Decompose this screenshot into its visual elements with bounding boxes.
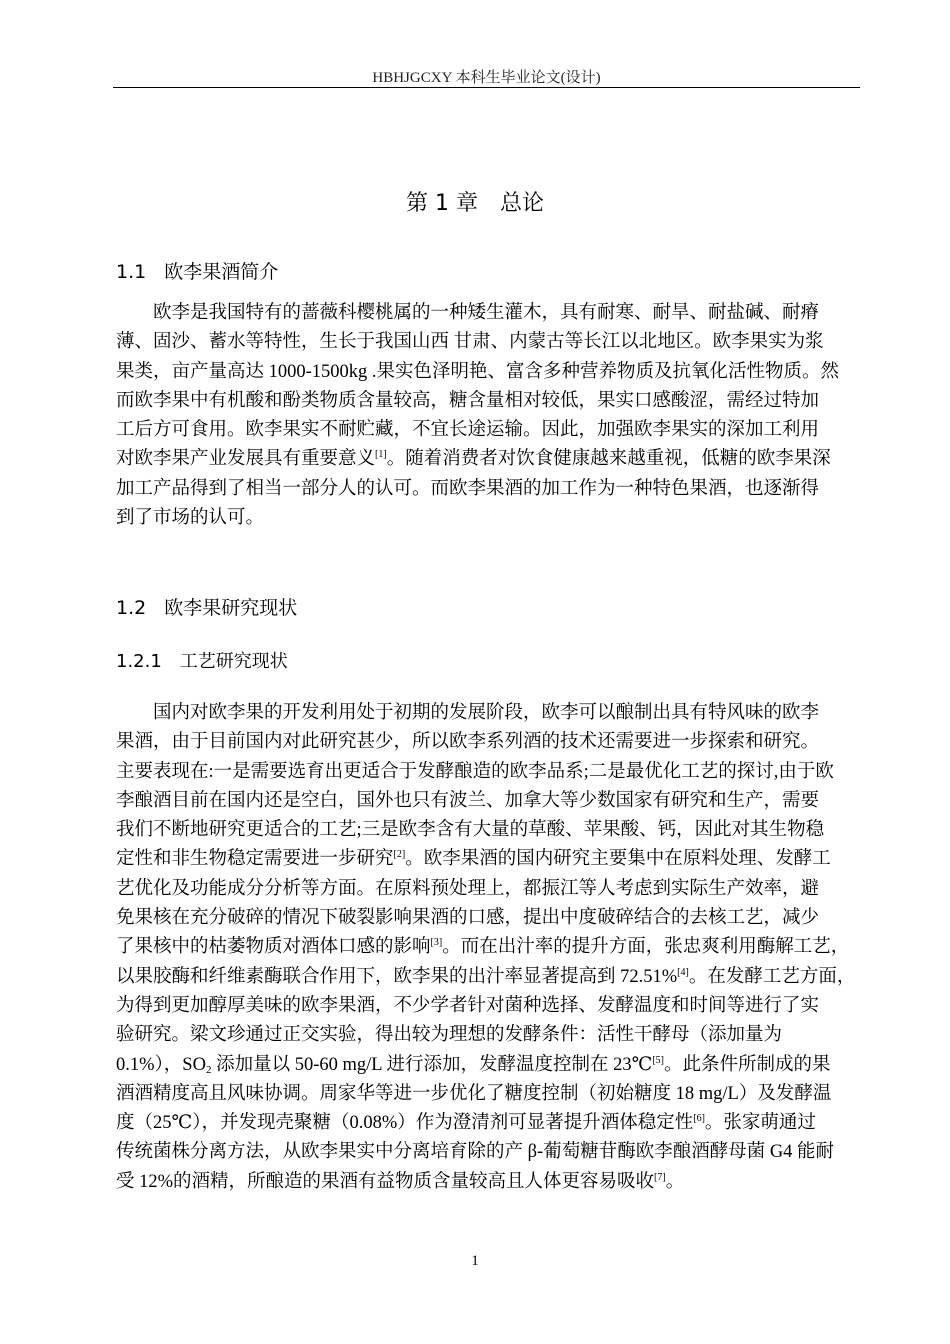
text-run: 工后方可食用。欧李果实不耐贮藏，不宜长途运输。因此，加强欧李果实的深加工利用: [116, 420, 820, 441]
text-line: [116, 1138, 860, 1167]
text-run: 传统菌株分离方法，从欧李果实中分离培育除的产 β-葡萄糖苷酶欧李酿酒酵母菌 G4 能耐: [116, 1142, 835, 1163]
paragraph-process-research: [116, 699, 860, 1197]
text-run: 果类，亩产量高达 1000-1500kg .果实色泽明艳、富含多种营养物质及抗氧化活性物质。然: [116, 361, 840, 382]
text-run: 验研究。梁文珍通过正交实验，得出较为理想的发酵条件：活性干酵母（添加量为: [116, 1025, 783, 1046]
citation-superscript: [5]: [652, 1054, 664, 1066]
text-run: 。张家萌通过: [704, 1113, 816, 1134]
text-run: 加工产品得到了相当一部分人的认可。而欧李果酒的加工作为一种特色果酒，也逐渐得: [116, 478, 820, 499]
text-line: [116, 728, 860, 757]
text-run: 我们不断地研究更适合的工艺;三是欧李含有大量的草酸、苹果酸、钙，因此对其生物稳: [116, 820, 825, 841]
text-line: [116, 1080, 860, 1109]
citation-superscript: [3]: [430, 937, 443, 949]
text-run: 果酒，由于目前国内对此研究甚少，所以欧李系列酒的技术还需要进一步探索和研究。: [116, 732, 820, 753]
citation-superscript: [1]: [375, 449, 387, 461]
text-line: [116, 445, 860, 474]
text-run: 到了市场的认可。: [116, 508, 265, 529]
text-line: [116, 992, 860, 1021]
text-line: [116, 875, 860, 904]
text-run: 酒酒精度高且风味协调。周家华等进一步优化了糖度控制（初始糖度 18 mg/L）及发酵温: [116, 1083, 832, 1104]
text-run: 。而在出汁率的提升方面，张忠爽利用酶解工艺，: [442, 937, 850, 958]
header-rule: [113, 87, 860, 88]
text-line: [116, 1168, 860, 1197]
page-number: 1: [471, 1253, 479, 1269]
text-line: [116, 504, 860, 533]
text-run: 以果胶酶和纤维素酶联合作用下，欧李果的出汁率显著提高到 72.51%: [116, 966, 678, 987]
text-run: 受 12%的酒精，所酿造的果酒有益物质含量较高且人体更容易吸收: [116, 1171, 655, 1192]
section-title: 欧李果酒简介: [164, 261, 279, 283]
text-run: 国内对欧李果的开发利用处于初期的发展阶段，欧李可以酿制出具有特风味的欧李: [116, 703, 820, 723]
text-run: 。: [665, 1171, 685, 1192]
text-run: 薄、固沙、蓄水等特性，生长于我国山西 甘肃、内蒙古等长江以北地区。欧李果实为浆: [116, 332, 824, 353]
text-run: 。此条件所制成的果: [664, 1054, 831, 1075]
text-line: [116, 816, 860, 845]
text-line: [116, 387, 860, 416]
text-line: [116, 358, 860, 387]
text-run: 而欧李果中有机酸和酚类物质含量较高，糖含量相对较低，果实口感酸涩，需经过特加: [116, 390, 820, 411]
paragraph-intro: [116, 299, 860, 533]
text-run: 添加量以 50-60 mg/L 进行添加，发酵温度控制在 23℃: [211, 1054, 653, 1075]
chapter-title: 第 1 章 总论: [406, 191, 544, 216]
citation-superscript: [6]: [693, 1113, 705, 1125]
text-line: [116, 416, 860, 445]
section-title: 欧李果研究现状: [164, 597, 298, 619]
text-run: 。在发酵工艺方面，: [688, 966, 856, 987]
text-run: 艺优化及功能成分分析等方面。在原料预处理上，都振江等人考虑到实际生产效率，避: [116, 878, 820, 899]
running-header: HBHJGCXY 本科生毕业论文(设计): [372, 70, 601, 86]
text-line: [116, 904, 860, 933]
section-heading-1-1: [116, 257, 278, 284]
text-line: [116, 299, 860, 328]
section-heading-1-2-1: [116, 647, 288, 673]
text-run: 了果核中的枯萎物质对酒体口感的影响: [116, 937, 431, 958]
section-number: 1.1: [116, 261, 147, 283]
text-line: [116, 787, 860, 816]
text-run: 。随着消费者对饮食健康越来越重视，低糖的欧李果深: [386, 449, 831, 470]
text-run: 0.1%），SO: [116, 1054, 206, 1075]
section-number: 1.2: [116, 597, 147, 619]
text-line: [116, 328, 860, 357]
text-run: 定性和非生物稳定需要进一步研究: [116, 849, 394, 870]
text-line: [116, 1051, 860, 1080]
text-run: 。欧李果酒的国内研究主要集中在原料处理、发酵工: [405, 849, 831, 870]
text-line: [116, 758, 860, 787]
subscript: 2: [205, 1063, 212, 1076]
section-title: 工艺研究现状: [179, 651, 288, 672]
text-line: [116, 699, 860, 728]
citation-superscript: [2]: [393, 849, 406, 861]
text-line: [116, 963, 860, 992]
text-run: 欧李是我国特有的蔷薇科樱桃属的一种矮生灌木，具有耐寒、耐旱、耐盐碱、耐瘠: [116, 303, 820, 323]
text-line: [116, 845, 860, 874]
text-run: 免果核在充分破碎的情况下破裂影响果酒的口感，提出中度破碎结合的去核工艺，减少: [116, 908, 820, 929]
citation-superscript: [7]: [654, 1171, 666, 1183]
text-run: 主要表现在:一是需要选育出更适合于发酵酿造的欧李品系;二是最优化工艺的探讨,由于欧: [116, 761, 834, 782]
text-line: [116, 1109, 860, 1138]
text-run: 为得到更加醇厚美味的欧李果酒，不少学者针对菌种选择、发酵温度和时间等进行了实: [116, 995, 820, 1016]
section-number: 1.2.1: [116, 651, 162, 672]
text-line: [116, 475, 860, 504]
citation-superscript: [4]: [677, 966, 689, 978]
text-run: 度（25℃），并发现壳聚糖（0.08%）作为澄清剂可显著提升酒体稳定性: [116, 1113, 694, 1134]
text-run: 李酿酒目前在国内还是空白，国外也只有波兰、加拿大等少数国家有研究和生产，需要: [116, 790, 820, 811]
text-run: 对欧李果产业发展具有重要意义: [116, 449, 376, 470]
text-line: [116, 933, 860, 962]
text-line: [116, 1021, 860, 1050]
section-heading-1-2: [116, 593, 297, 620]
